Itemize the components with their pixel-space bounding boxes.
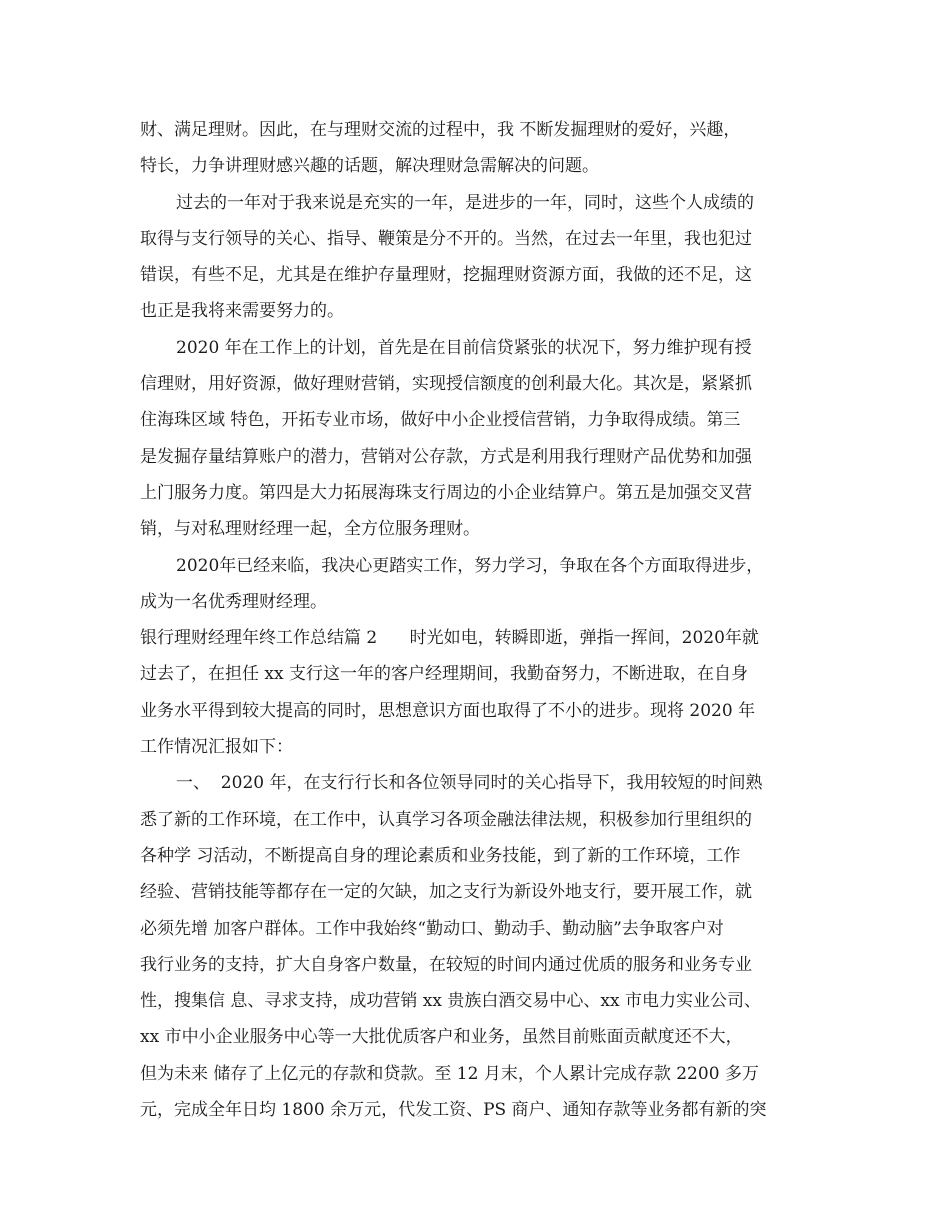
text-line: 销，与对私理财经理一起，全方位服务理财。 [140, 519, 480, 540]
text-line: 悉了新的工作环境，在工作中，认真学习各项金融法律法规，积极参加行里组织的 [140, 809, 752, 830]
text-line: 住海珠区域 特色，开拓专业市场，做好中小企业授信营销，力争取得成绩。第三 [140, 410, 741, 431]
text-line: 成为一名优秀理财经理。 [140, 591, 327, 612]
text-line: 错误，有些不足，尤其是在维护存量理财，挖掘理财资源方面，我做的还不足，这 [140, 265, 752, 286]
text-line: 上门服务力度。第四是大力拓展海珠支行周边的小企业结算户。第五是加强交叉营 [140, 482, 752, 503]
text-line: 是发掘存量结算账户的潜力，营销对公存款，方式是利用我行理财产品优势和加强 [140, 446, 752, 467]
text-line: 经验、营销技能等都存在一定的欠缺，加之支行为新设外地支行，要开展工作，就 [140, 882, 752, 903]
text-line: 信理财，用好资源，做好理财营销，实现授信额度的创利最大化。其次是，紧紧抓 [140, 374, 752, 395]
document-body [140, 112, 830, 1128]
text-line: 也正是我将来需要努力的。 [140, 301, 344, 322]
text-line: 工作情况汇报如下： [140, 737, 293, 758]
text-line: xx 市中小企业服务中心等一大批优质客户和业务，虽然目前账面贡献度还不大， [140, 1027, 743, 1048]
text-line: 2020 年在工作上的计划，首先是在目前信贷紧张的状况下，努力维护现有授 [176, 337, 752, 358]
text-line: 业务水平得到较大提高的同时，思想意识方面也取得了不小的进步。现将 2020 年 [140, 700, 756, 721]
text-line: 性，搜集信 息、寻求支持，成功营销 xx 贵族白酒交易中心、xx 市电力实业公司、 [140, 991, 761, 1012]
text-line: 各种学 习活动，不断提高自身的理论素质和业务技能，到了新的工作环境，工作 [140, 845, 741, 866]
text-line: 2020年已经来临，我决心更踏实工作，努力学习，争取在各个方面取得进步， [176, 555, 764, 576]
text-line: 特长，力争讲理财感兴趣的话题，解决理财急需解决的问题。 [140, 156, 599, 177]
text-line: 银行理财经理年终工作总结篇 2 时光如电，转瞬即逝，弹指一挥间，2020年就 [140, 628, 759, 649]
text-line: 元，完成全年日均 1800 余万元，代发工资、PS 商户、通知存款等业务都有新的突 [140, 1100, 767, 1121]
text-line: 过去的一年对于我来说是充实的一年，是进步的一年，同时，这些个人成绩的 [176, 192, 754, 213]
text-line: 我行业务的支持，扩大自身客户数量，在较短的时间内通过优质的服务和业务专业 [140, 954, 752, 975]
text-line: 财、满足理财。因此，在与理财交流的过程中，我 不断发掘理财的爱好，兴趣， [140, 120, 741, 140]
text-line: 但为未来 储存了上亿元的存款和贷款。至 12 月末，个人累计完成存款 2200 多万 [140, 1063, 759, 1084]
text-line: 过去了，在担任 xx 支行这一年的客户经理期间，我勤奋努力，不断进取，在自身 [140, 664, 748, 685]
text-line: 一、 2020 年，在支行行长和各位领导同时的关心指导下，我用较短的时间熟 [176, 773, 763, 794]
text-line: 必须先增 加客户群体。工作中我始终“勤动口、勤动手、勤动脑”去争取客户对 [140, 918, 724, 939]
text-line: 取得与支行领导的关心、指导、鞭策是分不开的。当然，在过去一年里，我也犯过 [140, 228, 752, 249]
